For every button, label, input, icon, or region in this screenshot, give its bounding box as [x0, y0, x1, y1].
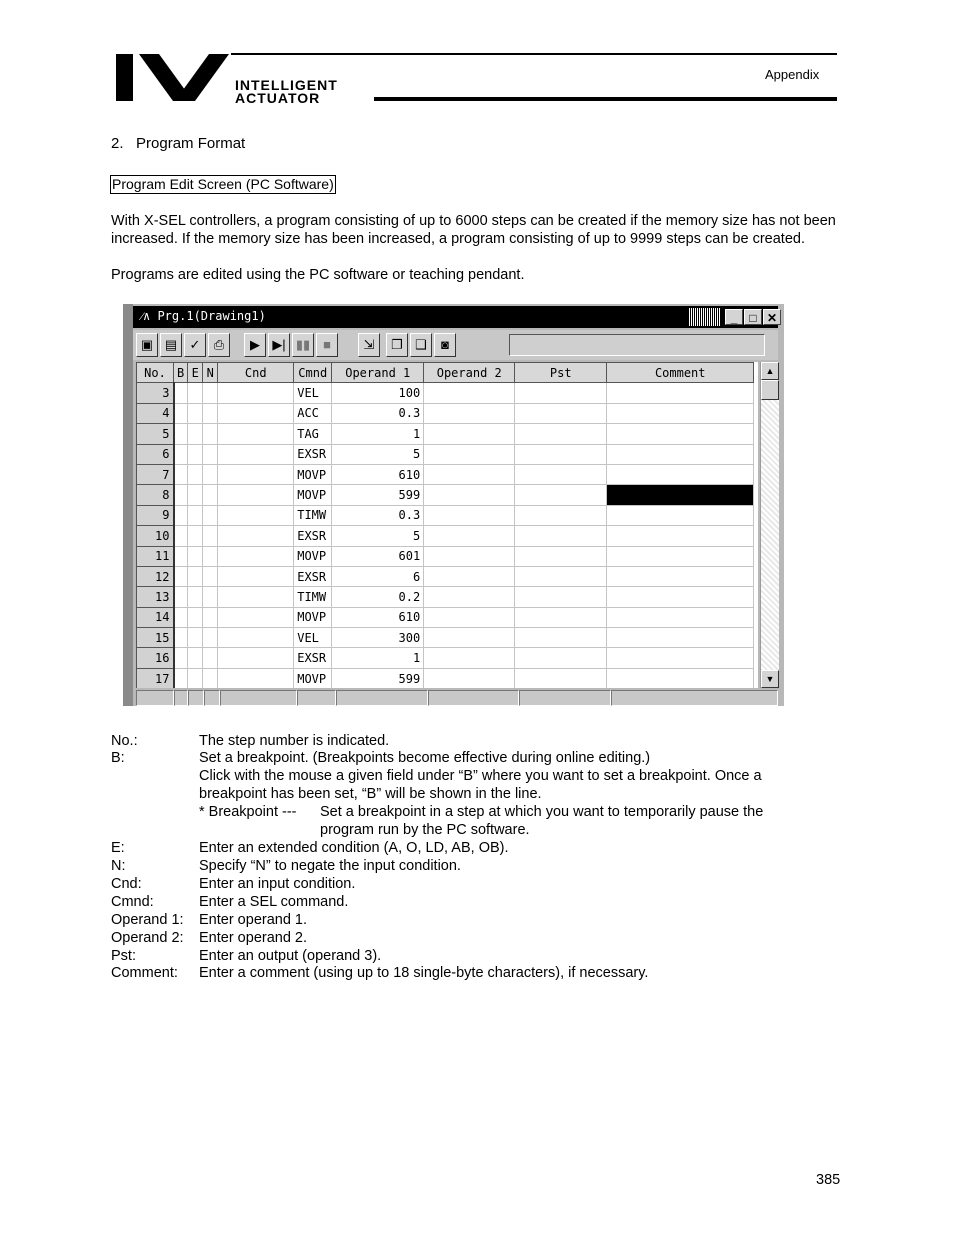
cell-comment[interactable] [607, 403, 754, 423]
cell-n[interactable] [203, 648, 218, 668]
def-term-pst: Pst: [111, 948, 136, 964]
def-text-operand2: Enter operand 2. [199, 930, 308, 946]
cell-comment[interactable] [607, 424, 754, 444]
header-rule-top [231, 53, 837, 55]
cell-cmnd[interactable]: MOVP [294, 607, 332, 627]
cell-pst[interactable] [515, 444, 607, 464]
toolbar [133, 330, 778, 360]
cell-operand2[interactable] [424, 485, 515, 505]
cell-n[interactable] [203, 607, 218, 627]
cell-pst[interactable] [515, 526, 607, 546]
col-header-operand2[interactable]: Operand 2 [424, 363, 515, 383]
cell-no[interactable]: 7 [137, 464, 174, 484]
cell-n[interactable] [203, 485, 218, 505]
cell-cmnd[interactable]: MOVP [294, 668, 332, 688]
def-text-b: Set a breakpoint. (Breakpoints become effective during online editing.) [199, 750, 651, 766]
cell-no[interactable]: 16 [137, 648, 174, 668]
cell-b[interactable] [174, 485, 188, 505]
cell-cnd[interactable] [218, 505, 294, 525]
cell-cnd[interactable] [218, 566, 294, 586]
cell-b[interactable] [174, 607, 188, 627]
cell-cnd[interactable] [218, 403, 294, 423]
table-row[interactable] [137, 628, 754, 648]
cell-n[interactable] [203, 668, 218, 688]
cell-no[interactable]: 3 [137, 383, 174, 403]
cell-cmnd[interactable]: VEL [294, 383, 332, 403]
cell-operand2[interactable] [424, 668, 515, 688]
cell-cnd[interactable] [218, 424, 294, 444]
breakpoint-icon[interactable]: ⇲ [358, 333, 380, 357]
cell-cmnd[interactable]: MOVP [294, 485, 332, 505]
cell-pst[interactable] [515, 383, 607, 403]
cell-b[interactable] [174, 464, 188, 484]
cell-cnd[interactable] [218, 464, 294, 484]
footer-cell [136, 690, 174, 706]
cell-b[interactable] [174, 383, 188, 403]
def-term-operand1: Operand 1: [111, 912, 184, 928]
cell-cmnd[interactable]: TIMW [294, 587, 332, 607]
def-text-b-line3: breakpoint has been set, “B” will be shown in the line. [199, 786, 542, 802]
cell-pst[interactable] [515, 566, 607, 586]
window-titlebar[interactable] [133, 306, 778, 328]
cell-n[interactable] [203, 424, 218, 444]
table-row[interactable] [137, 668, 754, 688]
cell-cnd[interactable] [218, 485, 294, 505]
cell-cnd[interactable] [218, 546, 294, 566]
cell-pst[interactable] [515, 607, 607, 627]
cell-comment[interactable] [607, 526, 754, 546]
cell-comment[interactable] [607, 648, 754, 668]
footer-cell [220, 690, 297, 706]
cell-b[interactable] [174, 587, 188, 607]
cell-n[interactable] [203, 464, 218, 484]
cell-operand1[interactable]: 100 [332, 383, 424, 403]
stop-icon[interactable]: ■ [316, 333, 338, 357]
cell-comment[interactable] [607, 546, 754, 566]
footer-cell [188, 690, 204, 706]
cell-e[interactable] [188, 628, 203, 648]
scroll-down-icon[interactable]: ▼ [761, 670, 779, 688]
intro-paragraph: With X-SEL controllers, a program consisting of up to 6000 steps can be created if the memory size has not been increased. If the memory size has been increased, a program consisting of up to 9999 steps can be created. [111, 213, 836, 247]
cell-operand2[interactable] [424, 587, 515, 607]
def-text-comment: Enter a comment (using up to 18 single-byte characters), if necessary. [199, 965, 649, 981]
table-row[interactable] [137, 526, 754, 546]
col-header-pst[interactable]: Pst [515, 363, 607, 383]
cell-pst[interactable] [515, 668, 607, 688]
check-icon[interactable]: ✓ [184, 333, 206, 357]
cell-n[interactable] [203, 566, 218, 586]
cell-operand1[interactable]: 0.3 [332, 505, 424, 525]
cell-e[interactable] [188, 648, 203, 668]
cell-no[interactable]: 4 [137, 403, 174, 423]
cell-operand1[interactable]: 300 [332, 628, 424, 648]
def-text-cnd: Enter an input condition. [199, 876, 356, 892]
cell-n[interactable] [203, 383, 218, 403]
cell-comment[interactable] [607, 566, 754, 586]
cell-e[interactable] [188, 485, 203, 505]
cell-n[interactable] [203, 546, 218, 566]
cell-operand1[interactable]: 5 [332, 444, 424, 464]
def-breakpoint-line1: Set a breakpoint in a step at which you want to temporarily pause the [320, 804, 764, 820]
step-run-icon[interactable]: ▶| [268, 333, 290, 357]
cell-no[interactable]: 14 [137, 607, 174, 627]
cell-n[interactable] [203, 526, 218, 546]
cell-no[interactable]: 12 [137, 566, 174, 586]
def-term-operand2: Operand 2: [111, 930, 184, 946]
col-header-no[interactable]: No. [137, 363, 174, 383]
cell-b[interactable] [174, 403, 188, 423]
table-row[interactable] [137, 444, 754, 464]
cell-pst[interactable] [515, 546, 607, 566]
scroll-thumb[interactable] [761, 380, 779, 400]
cell-operand1[interactable]: 6 [332, 566, 424, 586]
cell-operand2[interactable] [424, 383, 515, 403]
program-edit-window [123, 304, 784, 706]
cell-e[interactable] [188, 587, 203, 607]
col-header-n[interactable]: N [203, 363, 218, 383]
def-term-comment: Comment: [111, 965, 178, 981]
cell-cnd[interactable] [218, 444, 294, 464]
cell-comment[interactable] [607, 444, 754, 464]
cell-n[interactable] [203, 403, 218, 423]
cell-pst[interactable] [515, 628, 607, 648]
table-row[interactable] [137, 648, 754, 668]
cell-cmnd[interactable]: EXSR [294, 566, 332, 586]
window-title-text: Prg.1(Drawing1) [157, 309, 266, 323]
cell-cmnd[interactable]: MOVP [294, 546, 332, 566]
def-text-cmnd: Enter a SEL command. [199, 894, 349, 910]
def-text-operand1: Enter operand 1. [199, 912, 308, 928]
program-table [136, 362, 754, 688]
cell-n[interactable] [203, 444, 218, 464]
cell-operand2[interactable] [424, 464, 515, 484]
intelligent-actuator-logo [113, 52, 403, 104]
cell-e[interactable] [188, 464, 203, 484]
logo-line2: ACTUATOR [235, 90, 321, 106]
cell-comment[interactable] [607, 587, 754, 607]
col-header-cnd[interactable]: Cnd [218, 363, 294, 383]
table-row[interactable] [137, 464, 754, 484]
cell-operand2[interactable] [424, 526, 515, 546]
cell-no[interactable]: 17 [137, 668, 174, 688]
cell-operand2[interactable] [424, 444, 515, 464]
cell-no[interactable]: 5 [137, 424, 174, 444]
cell-cnd[interactable] [218, 587, 294, 607]
table-row[interactable] [137, 587, 754, 607]
pause-icon[interactable]: ▮▮ [292, 333, 314, 357]
cell-no[interactable]: 11 [137, 546, 174, 566]
vertical-scrollbar[interactable] [760, 362, 779, 688]
footer-cell [204, 690, 220, 706]
col-header-e[interactable]: E [188, 363, 203, 383]
cell-no[interactable]: 9 [137, 505, 174, 525]
cell-comment[interactable] [607, 628, 754, 648]
table-row[interactable] [137, 607, 754, 627]
cell-cnd[interactable] [218, 383, 294, 403]
table-row[interactable] [137, 424, 754, 444]
cell-no[interactable]: 6 [137, 444, 174, 464]
table-header-row [137, 363, 754, 383]
cell-comment[interactable] [607, 607, 754, 627]
def-term-no: No.: [111, 733, 138, 749]
toolbar-status-field [509, 334, 765, 356]
cell-n[interactable] [203, 587, 218, 607]
cell-operand1[interactable]: 0.2 [332, 587, 424, 607]
cell-pst[interactable] [515, 403, 607, 423]
cell-comment[interactable] [607, 464, 754, 484]
cell-cnd[interactable] [218, 648, 294, 668]
cell-operand1[interactable]: 610 [332, 464, 424, 484]
cell-operand1[interactable]: 1 [332, 424, 424, 444]
cell-operand2[interactable] [424, 648, 515, 668]
cell-operand2[interactable] [424, 424, 515, 444]
table-row[interactable] [137, 403, 754, 423]
footer-cell [297, 690, 336, 706]
cell-e[interactable] [188, 444, 203, 464]
cell-comment[interactable] [607, 668, 754, 688]
cell-b[interactable] [174, 546, 188, 566]
table-row[interactable] [137, 485, 754, 505]
header-section-label: Appendix [765, 67, 820, 82]
cell-pst[interactable] [515, 485, 607, 505]
cell-b[interactable] [174, 505, 188, 525]
minimize-icon[interactable]: _ [725, 309, 743, 325]
cell-operand1[interactable]: 1 [332, 648, 424, 668]
cell-comment[interactable] [607, 485, 754, 505]
def-term-b: B: [111, 750, 125, 766]
cell-e[interactable] [188, 403, 203, 423]
cell-e[interactable] [188, 546, 203, 566]
cell-b[interactable] [174, 444, 188, 464]
section-title: 2. Program Format [111, 135, 246, 152]
cell-comment[interactable] [607, 383, 754, 403]
cell-pst[interactable] [515, 424, 607, 444]
intro-paragraph-2: Programs are edited using the PC software or teaching pendant. [111, 267, 525, 283]
cell-operand2[interactable] [424, 505, 515, 525]
close-icon[interactable]: ✕ [763, 309, 781, 325]
cell-e[interactable] [188, 566, 203, 586]
def-text-e: Enter an extended condition (A, O, LD, AB, OB). [199, 840, 509, 856]
cell-operand1[interactable]: 601 [332, 546, 424, 566]
def-breakpoint-label: * Breakpoint --- [199, 804, 297, 820]
footer-cell [611, 690, 778, 706]
cell-b[interactable] [174, 526, 188, 546]
save-icon[interactable]: ▣ [136, 333, 158, 357]
def-term-cmnd: Cmnd: [111, 894, 154, 910]
logo-line1: INTELLIGENT [235, 77, 338, 93]
cell-cmnd[interactable]: EXSR [294, 648, 332, 668]
maximize-icon[interactable]: □ [744, 309, 762, 325]
def-term-n: N: [111, 858, 126, 874]
cell-b[interactable] [174, 668, 188, 688]
def-text-pst: Enter an output (operand 3). [199, 948, 382, 964]
cell-cnd[interactable] [218, 668, 294, 688]
table-row[interactable] [137, 505, 754, 525]
cell-cmnd[interactable]: MOVP [294, 464, 332, 484]
cell-cmnd[interactable]: EXSR [294, 526, 332, 546]
cell-cmnd[interactable]: TIMW [294, 505, 332, 525]
footer-cell [174, 690, 188, 706]
col-header-operand1[interactable]: Operand 1 [332, 363, 424, 383]
def-term-e: E: [111, 840, 125, 856]
footer-cell [336, 690, 428, 706]
cell-no[interactable]: 15 [137, 628, 174, 648]
cell-no[interactable]: 8 [137, 485, 174, 505]
grid-footer-row [136, 690, 778, 706]
run-icon[interactable]: ▶ [244, 333, 266, 357]
cell-pst[interactable] [515, 505, 607, 525]
cell-operand1[interactable]: 599 [332, 668, 424, 688]
cell-cmnd[interactable]: EXSR [294, 444, 332, 464]
page-number: 385 [816, 1172, 841, 1188]
cell-pst[interactable] [515, 648, 607, 668]
doc-3-icon[interactable]: ◙ [434, 333, 456, 357]
footer-cell [428, 690, 519, 706]
def-text-b-line2: Click with the mouse a given field under “B” where you want to set a breakpoint. Once a [199, 768, 762, 784]
cell-cmnd[interactable]: TAG [294, 424, 332, 444]
cell-b[interactable] [174, 566, 188, 586]
cell-e[interactable] [188, 424, 203, 444]
save-all-icon[interactable]: ▤ [160, 333, 182, 357]
cell-cmnd[interactable]: VEL [294, 628, 332, 648]
def-text-no: The step number is indicated. [199, 733, 390, 749]
col-header-cmnd[interactable]: Cmnd [294, 363, 332, 383]
cell-comment[interactable] [607, 505, 754, 525]
table-row[interactable] [137, 383, 754, 403]
footer-cell [519, 690, 611, 706]
cell-n[interactable] [203, 628, 218, 648]
cell-cnd[interactable] [218, 526, 294, 546]
cell-pst[interactable] [515, 587, 607, 607]
def-text-n: Specify “N” to negate the input condition. [199, 858, 461, 874]
cell-b[interactable] [174, 628, 188, 648]
doc-2-icon[interactable]: ❑ [410, 333, 432, 357]
cell-cmnd[interactable]: ACC [294, 403, 332, 423]
cell-n[interactable] [203, 505, 218, 525]
doc-1-icon[interactable]: ❐ [386, 333, 408, 357]
titlebar-dither [689, 308, 721, 326]
table-row[interactable] [137, 566, 754, 586]
window-left-edge [123, 304, 133, 706]
cell-b[interactable] [174, 424, 188, 444]
col-header-b[interactable]: B [174, 363, 188, 383]
cell-operand1[interactable]: 610 [332, 607, 424, 627]
cell-no[interactable]: 10 [137, 526, 174, 546]
cell-cnd[interactable] [218, 628, 294, 648]
cell-operand1[interactable]: 5 [332, 526, 424, 546]
cell-operand2[interactable] [424, 607, 515, 627]
window-icon: ⁄∧ [141, 309, 158, 323]
cell-e[interactable] [188, 383, 203, 403]
cell-operand1[interactable]: 599 [332, 485, 424, 505]
boxed-subtitle: Program Edit Screen (PC Software) [112, 176, 334, 192]
cell-operand2[interactable] [424, 546, 515, 566]
cell-operand2[interactable] [424, 403, 515, 423]
cell-cnd[interactable] [218, 607, 294, 627]
col-header-comment[interactable]: Comment [607, 363, 754, 383]
program-grid [136, 362, 758, 688]
table-row[interactable] [137, 546, 754, 566]
scroll-up-icon[interactable]: ▲ [761, 362, 779, 380]
def-term-cnd: Cnd: [111, 876, 142, 892]
cell-operand2[interactable] [424, 566, 515, 586]
print-icon[interactable]: ⎙ [208, 333, 230, 357]
cell-e[interactable] [188, 607, 203, 627]
window-title [141, 309, 266, 324]
header-rule-bottom [374, 97, 837, 101]
def-breakpoint-line2: program run by the PC software. [320, 822, 530, 838]
cell-e[interactable] [188, 526, 203, 546]
cell-e[interactable] [188, 668, 203, 688]
cell-b[interactable] [174, 648, 188, 668]
cell-pst[interactable] [515, 464, 607, 484]
cell-operand2[interactable] [424, 628, 515, 648]
cell-operand1[interactable]: 0.3 [332, 403, 424, 423]
cell-e[interactable] [188, 505, 203, 525]
cell-no[interactable]: 13 [137, 587, 174, 607]
